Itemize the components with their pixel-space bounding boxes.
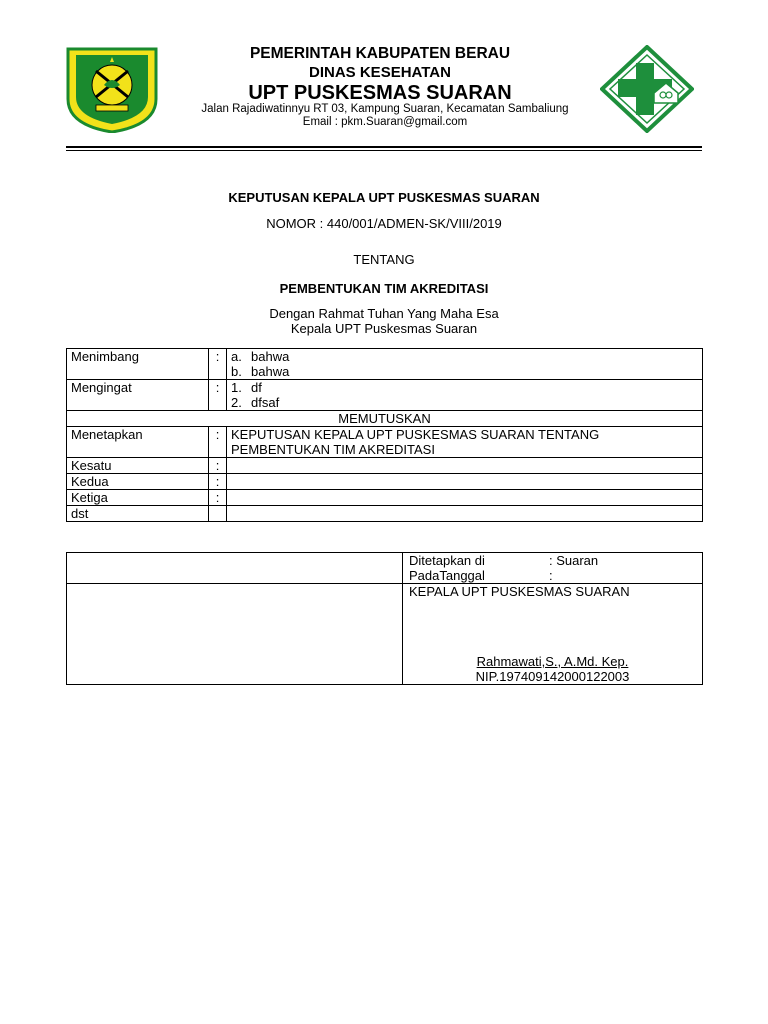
row-label: Menetapkan <box>67 427 209 458</box>
row-label: Kesatu <box>67 458 209 474</box>
signatory-position: KEPALA UPT PUSKESMAS SUARAN <box>409 584 630 599</box>
row-value <box>227 474 703 490</box>
row-value <box>227 506 703 522</box>
header-email: Email : pkm.Suaran@gmail.com <box>302 116 468 128</box>
menetapkan-text: KEPUTUSAN KEPALA UPT PUSKESMAS SUARAN TENTANG PEMBENTUKAN TIM AKREDITASI <box>227 427 703 458</box>
signature-block <box>403 584 703 685</box>
decree-subject: PEMBENTUKAN TIM AKREDITASI <box>279 281 489 296</box>
table-row <box>67 506 703 522</box>
table-row <box>67 458 703 474</box>
header-government: PEMERINTAH KABUPATEN BERAU <box>249 45 511 62</box>
berau-regency-emblem-icon <box>66 47 158 133</box>
decree-blessing: Dengan Rahmat Tuhan Yang Maha Esa <box>269 306 499 321</box>
table-row <box>67 474 703 490</box>
decree-table <box>66 348 703 522</box>
row-label: Kedua <box>67 474 209 490</box>
table-row <box>67 380 703 411</box>
colon: : <box>209 380 227 411</box>
decree-heading: KEPUTUSAN KEPALA UPT PUSKESMAS SUARAN <box>228 190 540 205</box>
issued-info: Ditetapkan di : Suaran PadaTanggal : <box>403 553 703 584</box>
decree-number: NOMOR : 440/001/ADMEN-SK/VIII/2019 <box>266 216 502 231</box>
table-row <box>67 349 703 380</box>
row-label: Mengingat <box>67 380 209 411</box>
colon: : <box>209 427 227 458</box>
header-department: DINAS KESEHATAN <box>309 64 451 81</box>
row-label: Menimbang <box>67 349 209 380</box>
header-institution: UPT PUSKESMAS SUARAN <box>248 82 512 104</box>
table-row <box>67 584 703 685</box>
colon <box>209 506 227 522</box>
decree-authority: Kepala UPT Puskesmas Suaran <box>290 321 478 336</box>
puskesmas-logo-icon <box>600 45 694 133</box>
row-value <box>227 490 703 506</box>
row-label: Ketiga <box>67 490 209 506</box>
signatory-name: Rahmawati,S., A.Md. Kep. <box>476 654 629 669</box>
row-label: dst <box>67 506 209 522</box>
colon: : <box>209 349 227 380</box>
empty-cell <box>67 584 403 685</box>
table-row <box>67 490 703 506</box>
table-row <box>67 427 703 458</box>
colon: : <box>209 458 227 474</box>
table-row <box>67 411 703 427</box>
signatory-nip: NIP.197409142000122003 <box>475 669 630 684</box>
empty-cell <box>67 553 403 584</box>
header-divider-thick <box>66 146 702 148</box>
table-row <box>67 553 703 584</box>
header-divider-thin <box>66 150 702 151</box>
colon: : <box>209 474 227 490</box>
row-value <box>227 458 703 474</box>
memutuskan-heading: MEMUTUSKAN <box>67 411 703 427</box>
header-address: Jalan Rajadiwatinnyu RT 03, Kampung Suaran, Kecamatan Sambaliung <box>201 103 569 115</box>
colon: : <box>209 490 227 506</box>
mengingat-items: 1. df 2. dfsaf <box>227 380 703 411</box>
menimbang-items: a. bahwa b. bahwa <box>227 349 703 380</box>
signature-table <box>66 552 703 685</box>
decree-tentang: TENTANG <box>353 252 415 267</box>
